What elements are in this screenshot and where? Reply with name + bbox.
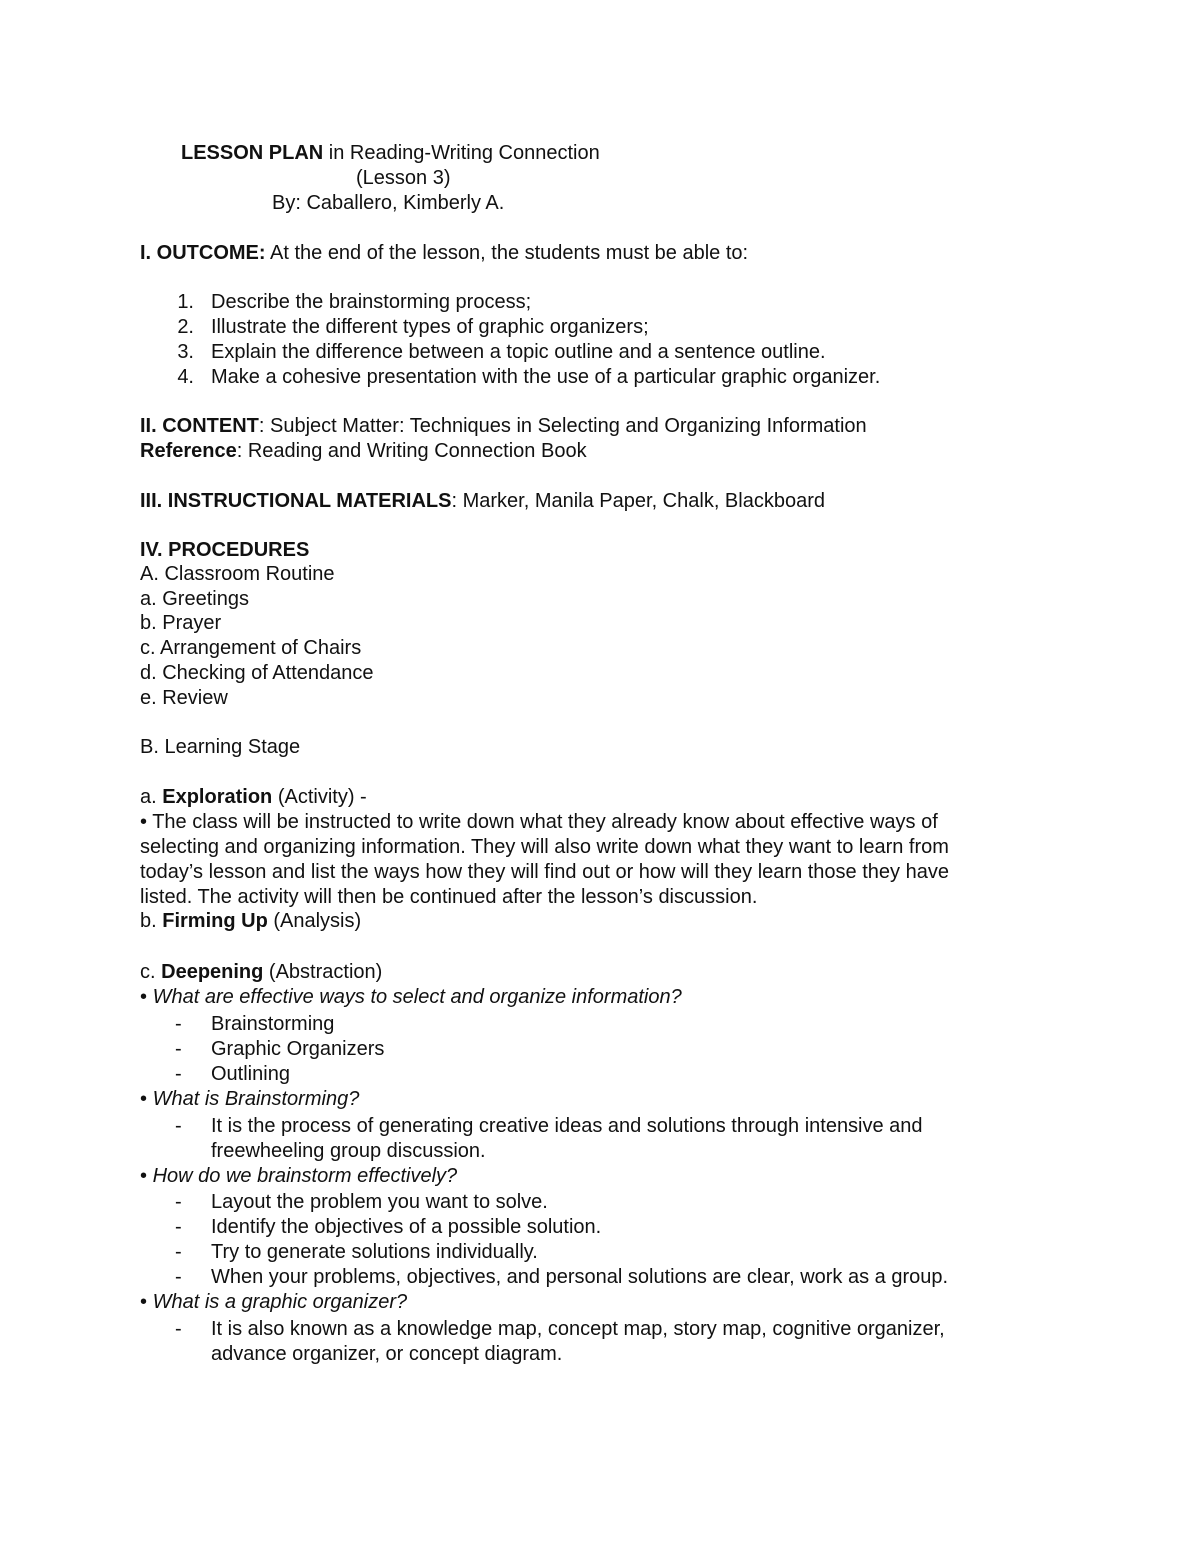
routine-item: c. Arrangement of Chairs bbox=[140, 637, 362, 659]
outcome-item-number: 4. bbox=[177, 366, 194, 388]
reference-text: : Reading and Writing Connection Book bbox=[236, 440, 587, 462]
exploration-text-line: selecting and organizing information. They will also write down what they want to learn from bbox=[140, 836, 949, 858]
question-line bbox=[140, 1290, 407, 1315]
title-bold: LESSON PLAN bbox=[181, 142, 324, 164]
outcome-item-number: 1. bbox=[177, 291, 194, 313]
dash-marker: - bbox=[175, 1266, 182, 1288]
outcome-label: I. OUTCOME: bbox=[140, 242, 266, 264]
dash-marker: - bbox=[175, 1063, 182, 1085]
outcome-item-number: 3. bbox=[177, 341, 194, 363]
answer-line: freewheeling group discussion. bbox=[211, 1140, 486, 1162]
lesson-number: (Lesson 3) bbox=[356, 167, 451, 189]
exploration-heading bbox=[140, 785, 367, 810]
answer-item: When your problems, objectives, and personal solutions are clear, work as a group. bbox=[211, 1266, 949, 1288]
answer-line: advance organizer, or concept diagram. bbox=[211, 1343, 563, 1365]
exploration-rest: (Activity) - bbox=[272, 786, 367, 808]
materials-text: : Marker, Manila Paper, Chalk, Blackboard bbox=[451, 490, 825, 512]
bullet-icon: • bbox=[140, 1165, 148, 1187]
answer-line: It is the process of generating creative ideas and solutions through intensive and bbox=[211, 1115, 923, 1137]
exploration-text-line: listed. The activity will then be continued after the lesson’s discussion. bbox=[140, 886, 758, 908]
procedures-heading: IV. PROCEDURES bbox=[140, 539, 310, 561]
deepening-prefix: c. bbox=[140, 961, 162, 983]
bullet-icon: • bbox=[140, 986, 148, 1008]
dash-marker: - bbox=[175, 1318, 182, 1340]
materials-line bbox=[140, 489, 825, 514]
answer-item: Outlining bbox=[211, 1063, 290, 1085]
answer-line: It is also known as a knowledge map, concept map, story map, cognitive organizer, bbox=[211, 1318, 945, 1340]
routine-item: b. Prayer bbox=[140, 612, 222, 634]
question-line bbox=[140, 985, 682, 1010]
dash-marker: - bbox=[175, 1013, 182, 1035]
bullet-icon: • bbox=[140, 1088, 148, 1110]
exploration-text-line: today’s lesson and list the ways how they will find out or how will they learn those they have bbox=[140, 861, 949, 883]
deepening-label: Deepening bbox=[161, 961, 264, 983]
question-line bbox=[140, 1087, 359, 1112]
bullet-icon: • bbox=[140, 1291, 148, 1313]
outcome-item-text: Explain the difference between a topic outline and a sentence outline. bbox=[211, 341, 826, 363]
question-text: How do we brainstorm effectively? bbox=[152, 1165, 458, 1187]
dash-marker: - bbox=[175, 1191, 182, 1213]
outcome-item-text: Describe the brainstorming process; bbox=[211, 291, 532, 313]
outcome-heading bbox=[140, 241, 748, 266]
dash-marker: - bbox=[175, 1038, 182, 1060]
exploration-label: Exploration bbox=[162, 786, 273, 808]
answer-item: Graphic Organizers bbox=[211, 1038, 385, 1060]
answer-item: Identify the objectives of a possible solution. bbox=[211, 1216, 602, 1238]
question-text: What is a graphic organizer? bbox=[152, 1291, 408, 1313]
exploration-text-line: • The class will be instructed to write down what they already know about effective ways of bbox=[140, 811, 938, 833]
question-line bbox=[140, 1164, 457, 1189]
learning-stage-title: B. Learning Stage bbox=[140, 736, 301, 758]
dash-marker: - bbox=[175, 1115, 182, 1137]
routine-item: a. Greetings bbox=[140, 588, 249, 610]
reference-line bbox=[140, 439, 587, 464]
routine-item: e. Review bbox=[140, 687, 228, 709]
content-line bbox=[140, 414, 867, 439]
outcome-intro: At the end of the lesson, the students must be able to: bbox=[265, 242, 749, 264]
deepening-heading bbox=[140, 960, 382, 985]
content-label: II. CONTENT bbox=[140, 415, 259, 437]
outcome-item-text: Illustrate the different types of graphic organizers; bbox=[211, 316, 649, 338]
reference-label: Reference bbox=[140, 440, 237, 462]
title-line bbox=[181, 141, 600, 166]
firming-rest: (Analysis) bbox=[267, 910, 362, 932]
routine-item: d. Checking of Attendance bbox=[140, 662, 374, 684]
firming-label: Firming Up bbox=[162, 910, 268, 932]
question-text: What are effective ways to select and organize information? bbox=[152, 986, 682, 1008]
question-text: What is Brainstorming? bbox=[152, 1088, 360, 1110]
firming-heading bbox=[140, 909, 361, 934]
exploration-prefix: a. bbox=[140, 786, 163, 808]
author-line: By: Caballero, Kimberly A. bbox=[272, 192, 505, 214]
dash-marker: - bbox=[175, 1216, 182, 1238]
answer-item: Brainstorming bbox=[211, 1013, 335, 1035]
answer-item: Layout the problem you want to solve. bbox=[211, 1191, 548, 1213]
answer-item: Try to generate solutions individually. bbox=[211, 1241, 538, 1263]
outcome-item-text: Make a cohesive presentation with the use of a particular graphic organizer. bbox=[211, 366, 881, 388]
outcome-item-number: 2. bbox=[177, 316, 194, 338]
dash-marker: - bbox=[175, 1241, 182, 1263]
title-rest: in Reading-Writing Connection bbox=[323, 142, 600, 164]
firming-prefix: b. bbox=[140, 910, 163, 932]
content-text: : Subject Matter: Techniques in Selecting and Organizing Information bbox=[258, 415, 867, 437]
deepening-rest: (Abstraction) bbox=[263, 961, 383, 983]
routine-title: A. Classroom Routine bbox=[140, 563, 335, 585]
materials-label: III. INSTRUCTIONAL MATERIALS bbox=[140, 490, 452, 512]
